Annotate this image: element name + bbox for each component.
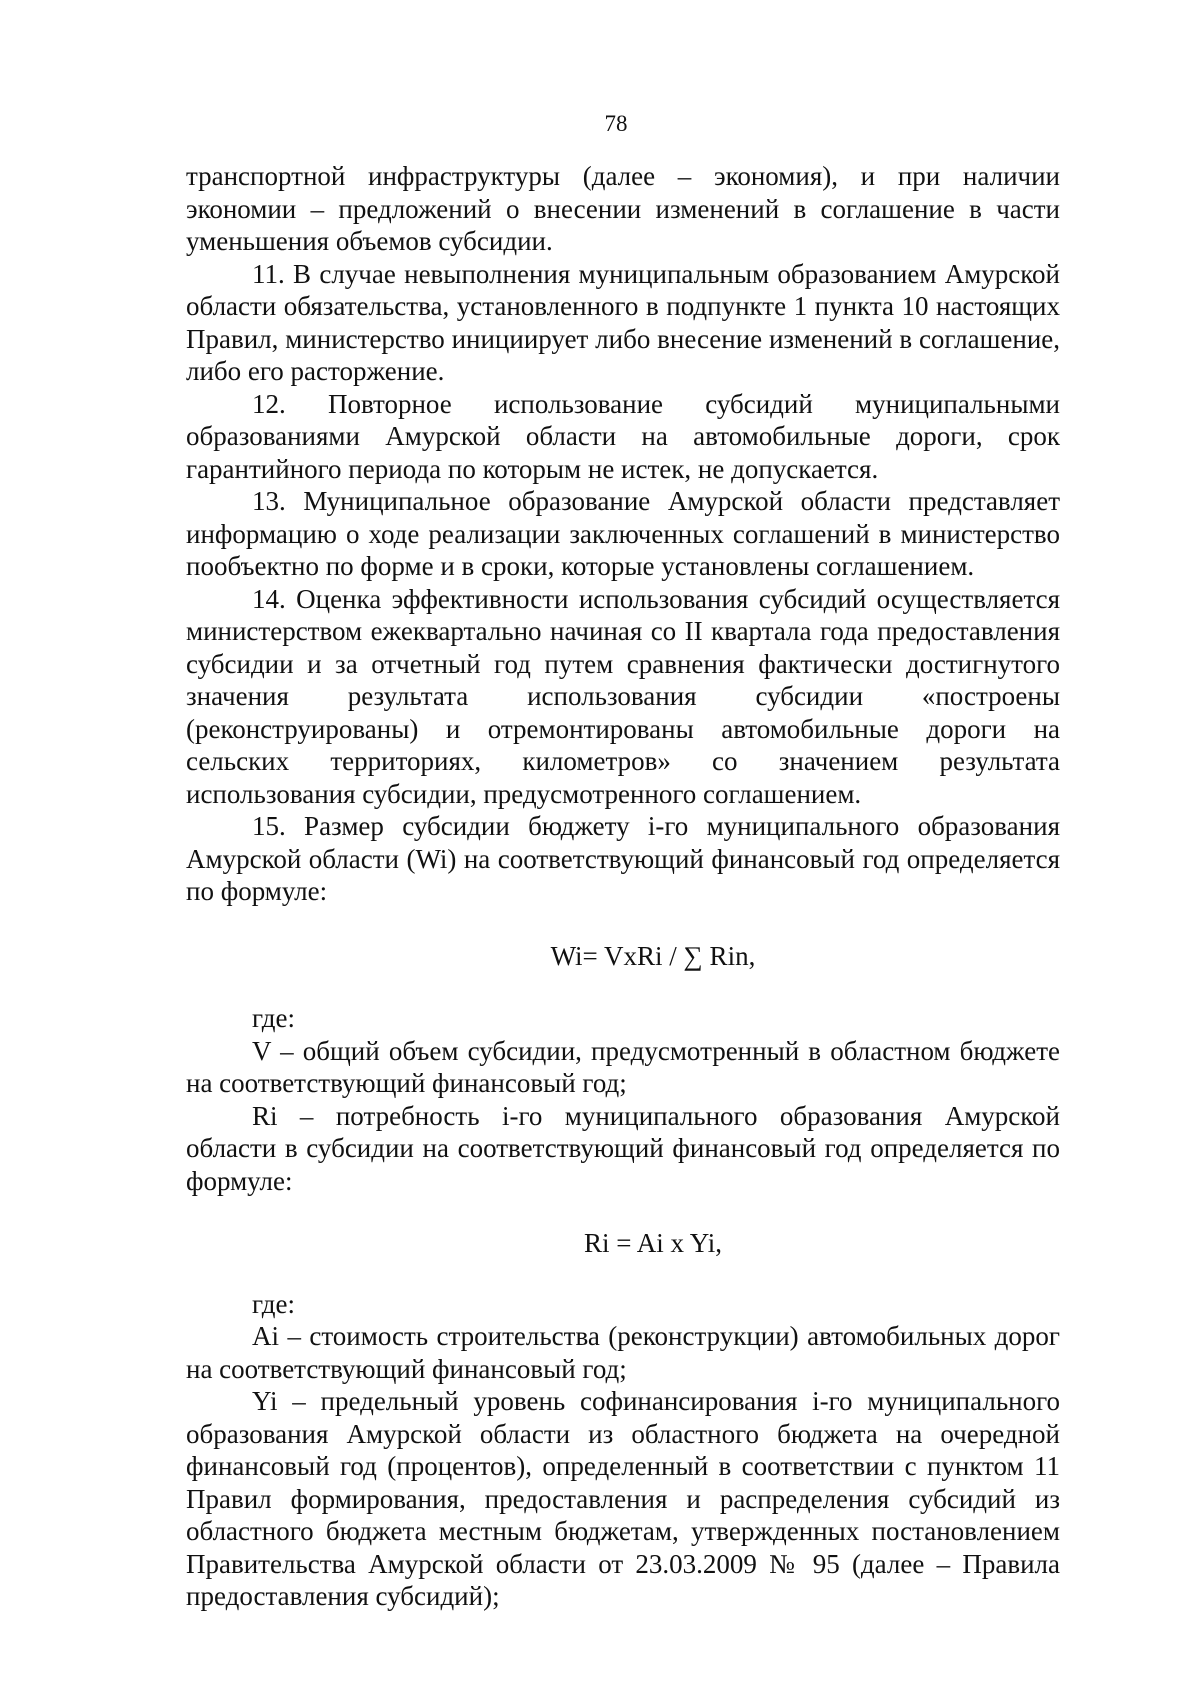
document-body <box>186 160 1060 1613</box>
page-number: 78 <box>604 111 628 136</box>
definition-v: V – общий объем субсидии, предусмотренный в областном бюджете на соответствующий финансовый год; <box>186 1035 1060 1098</box>
formula-wi: Wi= VxRi / ∑ Rin, <box>550 940 756 971</box>
paragraph-11: 11. В случае невыполнения муниципальным образованием Амурской области обязательства, установленного в подпункте 1 пункта 10 настоящих Правил, министерство инициирует либо внесение изменений в соглашение, либо его расторжение. <box>186 258 1060 386</box>
definition-ri: Ri – потребность i-го муниципального образования Амурской области в субсидии на соответствующий финансовый год определяется по формуле: <box>186 1100 1060 1196</box>
formula-ri: Ri = Ai x Yi, <box>583 1228 722 1258</box>
paragraph-13: 13. Муниципальное образование Амурской области представляет информацию о ходе реализации заключенных соглашений в министерство пообъектно по форме и в сроки, которые установлены соглашением. <box>186 486 1060 581</box>
definition-yi: Yi – предельный уровень софинансирования i-го муниципального образования Амурской области из областного бюджета на очередной финансовый год (процентов), определенный в соответствии с пунктом 11 Правил формирования, предоставления и распределения субсидий из областного бюджета местным бюджетам, утвержденных постановлением Правительства Амурской области от 23.03.2009 № 95 (далее – Правила предоставления субсидий); <box>186 1386 1060 1611</box>
paragraph-continuation: транспортной инфраструктуры (далее – экономия), и при наличии экономии – предложений о внесении изменений в соглашение в части уменьшения объемов субсидии. <box>186 161 1060 256</box>
where-label-2: где: <box>252 1288 295 1319</box>
paragraph-15: 15. Размер субсидии бюджету i-го муниципального образования Амурской области (Wi) на соответствующий финансовый год определяется по формуле: <box>186 811 1060 906</box>
paragraph-14: 14. Оценка эффективности использования субсидий осуществляется министерством ежеквартально начиная со II квартала года предоставления субсидии и за отчетный год путем сравнения фактически достигнутого значения результата использования субсидии «построены (реконструированы) и отремонтированы автомобильные дороги на сельских территориях, километров» со значением результата использования субсидии, предусмотренного соглашением. <box>186 583 1060 809</box>
definition-ai: Ai – стоимость строительства (реконструкции) автомобильных дорог на соответствующий финансовый год; <box>186 1321 1060 1384</box>
where-label-1: где: <box>252 1003 295 1033</box>
paragraph-12: 12. Повторное использование субсидий муниципальными образованиями Амурской области на автомобильные дороги, срок гарантийного периода по которым не истек, не допускается. <box>186 388 1060 484</box>
